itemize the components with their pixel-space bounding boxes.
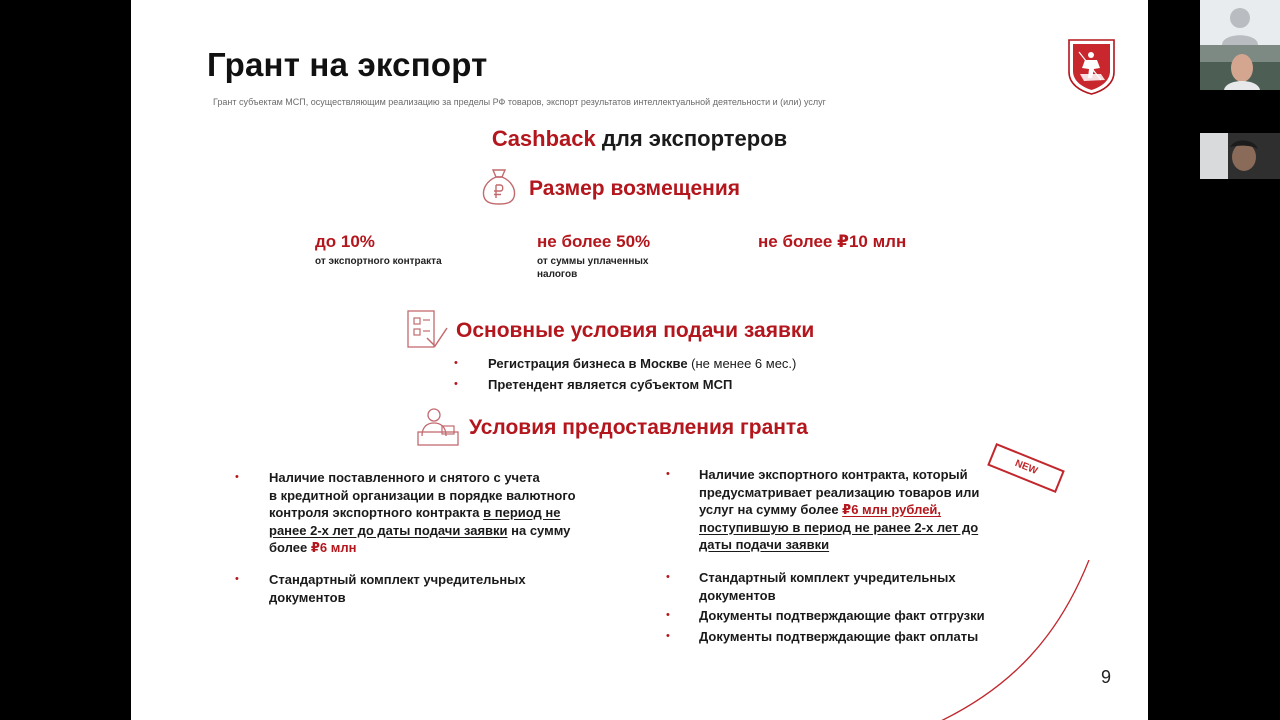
grant-left-item: Наличие поставленного и снятого с учета в кредитной организации в порядке валютного контроля экспортного контракта в период не ранее 2-х лет до даты подачи заявки на сумму более ₽6 млн [269, 470, 576, 555]
presentation-slide [131, 0, 1148, 720]
metric-value: до 10% [315, 232, 375, 251]
bullet-dot: • [454, 357, 458, 369]
bullet-dot: • [235, 471, 239, 483]
grant-left-item: Стандартный комплект учредительных документов [269, 572, 526, 605]
bullet-dot: • [666, 609, 670, 621]
bullet-dot: • [235, 573, 239, 585]
grant-right-item: Документы подтверждающие факт отгрузки [699, 608, 985, 623]
new-badge: NEW [987, 443, 1065, 493]
grant-conditions-title: Условия предоставления гранта [469, 416, 808, 439]
money-bag-ruble-icon [479, 166, 519, 206]
participant-video-tile[interactable] [1200, 133, 1280, 179]
slide-title: Грант на экспорт [207, 46, 488, 83]
bullet-dot: • [666, 571, 670, 583]
page-number: 9 [1101, 667, 1112, 687]
metric-item [537, 232, 672, 281]
participant-avatar [1200, 133, 1280, 179]
metric-caption: от экспортного контракта [315, 256, 442, 267]
metric-item [758, 232, 906, 252]
document-checklist-icon [405, 308, 449, 350]
cashback-headline [131, 126, 1148, 152]
application-title: Основные условия подачи заявки [456, 319, 815, 342]
compensation-title: Размер возмещения [529, 177, 741, 200]
metric-item [315, 232, 442, 268]
bullet-dot: • [666, 468, 670, 480]
metric-value: не более 50% [537, 232, 651, 251]
bullet-dot: • [454, 378, 458, 390]
grant-right-item: Документы подтверждающие факт оплаты [699, 629, 979, 644]
application-item: Регистрация бизнеса в Москве (не менее 6 мес.) [488, 356, 797, 371]
slide-subtitle: Грант субъектам МСП, осуществляющим реализацию за пределы РФ товаров, экспорт результатов интеллектуальной деятельности и (или) услуг [213, 97, 826, 107]
person-at-desk-icon [416, 406, 460, 448]
bullet-dot: • [666, 630, 670, 642]
metric-value: не более ₽10 млн [758, 232, 907, 251]
headline-rest: для экспортеров [595, 126, 788, 151]
grant-right-item: Стандартный комплект учредительных документов [699, 570, 956, 603]
decorative-arc [921, 560, 1148, 720]
metric-caption: от суммы уплаченных налогов [537, 256, 649, 280]
participant-avatar [1200, 0, 1280, 90]
headline-accent: Cashback [491, 126, 596, 151]
participant-video-tile[interactable] [1200, 0, 1280, 90]
grant-right-item: Наличие экспортного контракта, который предусматривает реализацию товаров или услуг на сумму более ₽6 млн рублей, поступившую в период не ранее 2-х лет до даты подачи заявки [699, 467, 980, 552]
application-item: Претендент является субъектом МСП [488, 377, 733, 392]
moscow-coat-of-arms-icon [1067, 38, 1116, 96]
